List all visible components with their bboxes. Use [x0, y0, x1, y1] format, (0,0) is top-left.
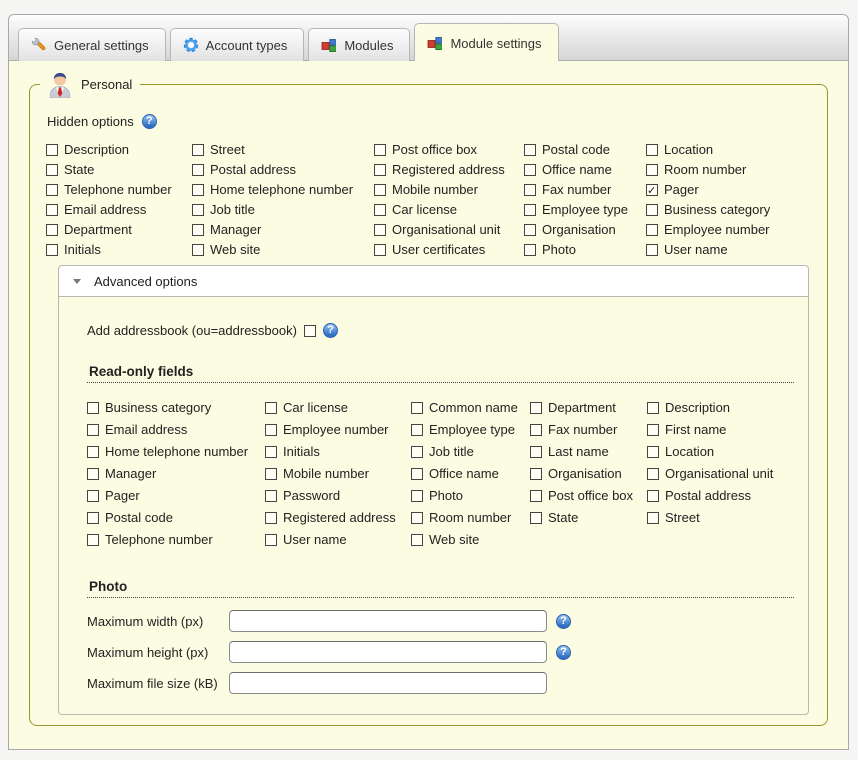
checkbox[interactable] — [265, 512, 277, 524]
checkbox-label: User name — [664, 242, 728, 257]
checkbox-option — [374, 161, 524, 179]
max-width-row — [87, 610, 794, 632]
checkbox[interactable] — [646, 244, 658, 256]
checkbox[interactable] — [192, 244, 204, 256]
checkbox[interactable] — [647, 402, 659, 414]
checkbox[interactable] — [374, 204, 386, 216]
checkbox-option — [646, 201, 813, 219]
checkbox-label: Email address — [64, 202, 147, 217]
help-icon[interactable]: ? — [323, 323, 338, 338]
checkbox-label: Car license — [392, 202, 458, 217]
checkbox-label: Description — [64, 142, 130, 157]
checkbox-label: Registered address — [283, 510, 396, 525]
checkbox-label: Employee number — [664, 222, 770, 237]
checkbox[interactable] — [524, 144, 536, 156]
checkbox-option — [87, 487, 265, 505]
checkbox-option — [411, 443, 530, 461]
max-height-row — [87, 641, 794, 663]
checkbox[interactable] — [646, 144, 658, 156]
checkbox-option — [265, 487, 411, 505]
checkbox-option — [265, 421, 411, 439]
checkbox-label: Manager — [105, 466, 157, 481]
checkbox-label: Job title — [210, 202, 255, 217]
tab-label: Modules — [344, 37, 394, 53]
checkbox-label: Password — [283, 488, 341, 503]
checkbox-label: Post office box — [548, 488, 634, 503]
readonly-fields-grid — [87, 399, 794, 549]
checkbox[interactable] — [46, 184, 58, 196]
checkbox-option — [411, 465, 530, 483]
checkbox-option — [374, 181, 524, 199]
max-file-size-label: Maximum file size (kB) — [87, 675, 218, 691]
checkbox-label: Manager — [210, 222, 262, 237]
checkbox-label: State — [64, 162, 95, 177]
checkbox-label: State — [548, 510, 579, 525]
checkbox-label: Organisation — [548, 466, 622, 481]
checkbox-option — [524, 141, 646, 159]
checkbox-option — [374, 241, 524, 259]
checkbox-label: Registered address — [392, 162, 505, 177]
checkbox-option — [647, 443, 794, 461]
checkbox-label: Home telephone number — [105, 444, 249, 459]
checkbox[interactable] — [647, 512, 659, 524]
settings-page — [8, 14, 849, 750]
max-height-input[interactable] — [229, 641, 547, 663]
checkbox[interactable] — [87, 402, 99, 414]
checkbox-label: User name — [283, 532, 347, 547]
modules-icon — [321, 37, 337, 53]
checkbox-option — [46, 161, 192, 179]
checkbox[interactable] — [530, 468, 542, 480]
checkbox-option — [87, 531, 265, 549]
checkbox-option — [265, 465, 411, 483]
hidden-options-grid — [46, 141, 813, 259]
checkbox-option — [374, 221, 524, 239]
hidden-options-row — [47, 114, 813, 129]
checkbox-option — [646, 221, 813, 239]
checkbox-option — [646, 241, 813, 259]
checkbox[interactable] — [646, 184, 658, 196]
checkbox-option — [530, 399, 647, 417]
checkbox-option — [46, 221, 192, 239]
checkbox-option — [524, 221, 646, 239]
checkbox[interactable] — [411, 468, 423, 480]
wrench-icon — [31, 37, 47, 53]
checkbox-option — [87, 509, 265, 527]
checkbox-option — [530, 465, 647, 483]
checkbox-label: Initials — [283, 444, 320, 459]
checkbox-label: Pager — [664, 182, 699, 197]
tab-label: Module settings — [450, 35, 542, 51]
checkbox[interactable] — [374, 144, 386, 156]
help-icon[interactable]: ? — [142, 114, 157, 129]
checkbox-label: Car license — [283, 400, 349, 415]
checkbox[interactable] — [524, 244, 536, 256]
checkbox[interactable] — [46, 164, 58, 176]
checkbox-option — [524, 161, 646, 179]
checkbox-label: Telephone number — [105, 532, 213, 547]
checkbox[interactable] — [87, 424, 99, 436]
checkbox[interactable] — [192, 144, 204, 156]
checkbox[interactable] — [87, 468, 99, 480]
checkbox-option — [192, 201, 374, 219]
checkbox[interactable] — [646, 164, 658, 176]
checkbox-option — [646, 141, 813, 159]
checkbox[interactable] — [524, 204, 536, 216]
tab-module-settings[interactable] — [414, 23, 558, 61]
checkbox-label: Initials — [64, 242, 101, 257]
checkbox-option — [411, 531, 530, 549]
checkbox-label: Organisational unit — [665, 466, 774, 481]
advanced-options-header[interactable] — [58, 265, 809, 297]
person-icon — [48, 71, 72, 98]
personal-legend-label: Personal — [81, 77, 133, 92]
checkbox-label: Telephone number — [64, 182, 172, 197]
checkbox-option — [265, 443, 411, 461]
max-file-size-row — [87, 672, 794, 694]
checkbox[interactable] — [646, 224, 658, 236]
checkbox-label: Location — [664, 142, 714, 157]
checkbox-label: Employee type — [429, 422, 515, 437]
tab-label: General settings — [54, 37, 149, 53]
checkbox-label: First name — [665, 422, 727, 437]
checkbox[interactable] — [87, 446, 99, 458]
checkbox[interactable] — [411, 534, 423, 546]
checkbox[interactable] — [87, 490, 99, 502]
checkbox-label: Department — [548, 400, 616, 415]
tab-modules[interactable] — [308, 28, 410, 61]
tab-account-types[interactable] — [170, 28, 305, 61]
personal-legend — [40, 71, 140, 98]
checkbox-label: Postal address — [210, 162, 296, 177]
checkbox-option — [87, 443, 265, 461]
checkbox-label: Job title — [429, 444, 474, 459]
checkbox[interactable] — [192, 204, 204, 216]
help-icon[interactable]: ? — [556, 614, 571, 629]
addressbook-row — [87, 323, 794, 338]
checkbox-option — [646, 181, 813, 199]
checkbox[interactable] — [411, 424, 423, 436]
checkbox-option — [46, 141, 192, 159]
modules-icon — [427, 35, 443, 51]
checkbox[interactable] — [530, 402, 542, 414]
checkbox-option — [46, 201, 192, 219]
checkbox-option — [411, 509, 530, 527]
checkbox-option — [524, 241, 646, 259]
photo-fields — [87, 610, 794, 694]
checkbox-label: Common name — [429, 400, 518, 415]
checkbox-label: Web site — [210, 242, 261, 257]
addressbook-checkbox[interactable] — [304, 325, 316, 337]
checkbox[interactable] — [647, 468, 659, 480]
checkbox[interactable] — [46, 224, 58, 236]
checkbox[interactable] — [374, 184, 386, 196]
checkbox[interactable] — [374, 244, 386, 256]
checkbox-option — [647, 399, 794, 417]
checkbox[interactable] — [46, 244, 58, 256]
checkbox-label: Organisation — [542, 222, 616, 237]
checkbox[interactable] — [87, 534, 99, 546]
checkbox[interactable] — [265, 402, 277, 414]
checkbox-option — [411, 421, 530, 439]
checkbox-option — [411, 399, 530, 417]
checkbox-option — [46, 181, 192, 199]
checkbox[interactable] — [411, 446, 423, 458]
checkbox-option — [265, 399, 411, 417]
checkbox-label: Pager — [105, 488, 140, 503]
tab-strip — [9, 15, 848, 61]
checkbox[interactable] — [524, 184, 536, 196]
readonly-fields-heading: Read-only fields — [87, 364, 794, 383]
chevron-down-icon — [73, 279, 81, 284]
checkbox-option — [524, 181, 646, 199]
checkbox-option — [192, 221, 374, 239]
checkbox-option — [646, 161, 813, 179]
checkbox-label: Photo — [542, 242, 576, 257]
checkbox-label: Street — [210, 142, 245, 157]
checkbox[interactable] — [265, 446, 277, 458]
checkbox[interactable] — [411, 402, 423, 414]
checkbox[interactable] — [646, 204, 658, 216]
checkbox-option — [524, 201, 646, 219]
checkbox[interactable] — [647, 446, 659, 458]
checkbox-option — [647, 487, 794, 505]
checkbox-option — [87, 421, 265, 439]
checkbox-option — [530, 487, 647, 505]
personal-section — [29, 71, 828, 726]
checkbox-option — [87, 465, 265, 483]
checkbox[interactable] — [265, 490, 277, 502]
max-width-label: Maximum width (px) — [87, 613, 204, 629]
checkbox[interactable] — [524, 224, 536, 236]
checkbox-label: Business category — [664, 202, 771, 217]
checkbox-option — [192, 141, 374, 159]
checkbox[interactable] — [530, 424, 542, 436]
checkbox[interactable] — [530, 512, 542, 524]
checkbox[interactable] — [192, 184, 204, 196]
checkbox-label: Employee number — [283, 422, 389, 437]
max-height-label: Maximum height (px) — [87, 644, 209, 660]
checkbox-label: Employee type — [542, 202, 628, 217]
checkbox[interactable] — [530, 490, 542, 502]
checkbox[interactable] — [411, 512, 423, 524]
checkbox-label: User certificates — [392, 242, 486, 257]
checkbox-option — [46, 241, 192, 259]
advanced-options-title: Advanced options — [94, 274, 198, 289]
checkbox-option — [192, 181, 374, 199]
checkbox-label: Office name — [429, 466, 499, 481]
checkbox-label: Post office box — [392, 142, 478, 157]
checkbox[interactable] — [374, 224, 386, 236]
checkbox-label: Description — [665, 400, 731, 415]
checkbox-label: Street — [665, 510, 700, 525]
checkbox-label: Location — [665, 444, 715, 459]
checkbox-label: Last name — [548, 444, 609, 459]
checkbox-label: Home telephone number — [210, 182, 354, 197]
help-icon[interactable]: ? — [556, 645, 571, 660]
checkbox[interactable] — [46, 204, 58, 216]
hidden-options-label: Hidden options — [47, 114, 134, 129]
checkbox-option — [87, 399, 265, 417]
checkbox-label: Web site — [429, 532, 480, 547]
tab-general-settings[interactable] — [18, 28, 166, 61]
addressbook-label: Add addressbook (ou=addressbook) — [87, 323, 297, 338]
checkbox-label: Postal address — [665, 488, 751, 503]
checkbox-option — [192, 241, 374, 259]
checkbox-label: Mobile number — [283, 466, 369, 481]
advanced-options-panel — [58, 265, 809, 715]
checkbox-option — [647, 465, 794, 483]
checkbox-option — [411, 487, 530, 505]
checkbox[interactable] — [192, 224, 204, 236]
tab-bar — [18, 23, 559, 61]
checkbox[interactable] — [647, 490, 659, 502]
checkbox[interactable] — [192, 164, 204, 176]
checkbox-option — [530, 443, 647, 461]
checkbox[interactable] — [265, 468, 277, 480]
checkbox-option — [647, 509, 794, 527]
checkbox[interactable] — [530, 446, 542, 458]
checkbox[interactable] — [87, 512, 99, 524]
checkbox[interactable] — [265, 424, 277, 436]
checkbox-label: Room number — [429, 510, 512, 525]
checkbox-label: Postal code — [105, 510, 173, 525]
checkbox[interactable] — [46, 144, 58, 156]
advanced-options-body — [58, 297, 809, 715]
checkbox[interactable] — [374, 164, 386, 176]
checkbox-option — [374, 141, 524, 159]
checkbox[interactable] — [265, 534, 277, 546]
checkbox-label: Fax number — [542, 182, 612, 197]
checkbox[interactable] — [524, 164, 536, 176]
checkbox-option — [374, 201, 524, 219]
checkbox-label: Fax number — [548, 422, 618, 437]
checkbox[interactable] — [647, 424, 659, 436]
checkbox-option — [192, 161, 374, 179]
checkbox-option — [647, 421, 794, 439]
checkbox-option — [530, 421, 647, 439]
checkbox-option — [265, 509, 411, 527]
personal-content — [30, 114, 827, 715]
checkbox-label: Room number — [664, 162, 747, 177]
gear-icon — [183, 37, 199, 53]
tab-label: Account types — [205, 37, 288, 53]
checkbox-option — [530, 509, 647, 527]
checkbox-label: Business category — [105, 400, 212, 415]
checkbox-label: Email address — [105, 422, 188, 437]
checkbox-label: Postal code — [542, 142, 610, 157]
max-width-input[interactable] — [229, 610, 547, 632]
photo-heading: Photo — [87, 579, 794, 598]
checkbox-label: Office name — [542, 162, 612, 177]
checkbox-label: Mobile number — [392, 182, 478, 197]
max-file-size-input[interactable] — [229, 672, 547, 694]
checkbox-label: Photo — [429, 488, 463, 503]
checkbox-label: Department — [64, 222, 132, 237]
checkbox-label: Organisational unit — [392, 222, 501, 237]
checkbox[interactable] — [411, 490, 423, 502]
checkbox-option — [265, 531, 411, 549]
